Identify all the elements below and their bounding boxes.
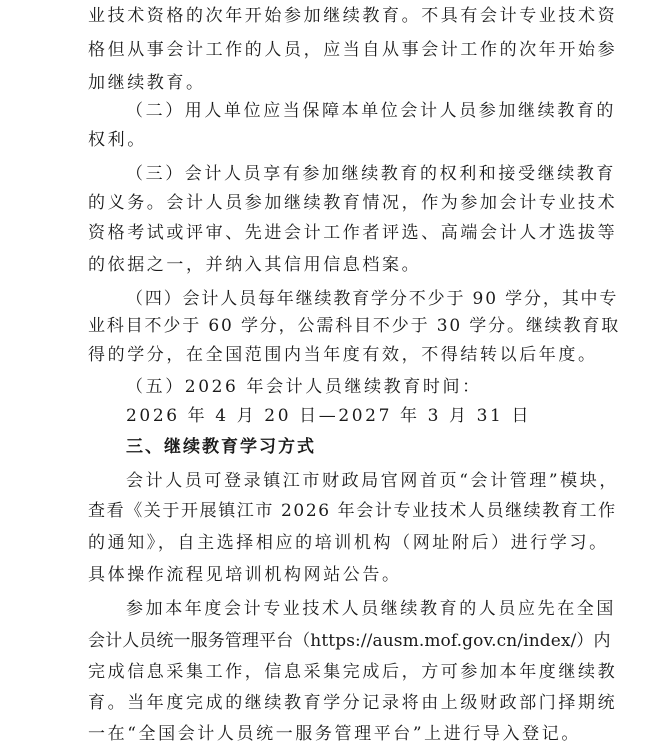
paragraph-6-line-4: 具体操作流程见培训机构网站公告。 [88, 565, 402, 585]
paragraph-3-line-4: 的依据之一，并纳入其信用信息档案。 [88, 255, 422, 275]
paragraph-2-line-2: 权利。 [88, 130, 147, 150]
paragraph-3-line-1: （三）会计人员享有参加继续教育的权利和接受继续教育 [126, 164, 616, 184]
paragraph-7-line-1: 参加本年度会计专业技术人员继续教育的人员应先在全国 [126, 599, 616, 619]
paragraph-4-line-1: （四）会计人员每年继续教育学分不少于 90 学分，其中专 [126, 289, 619, 309]
paragraph-7-line-4: 育。当年度完成的继续教育学分记录将由上级财政部门择期统 [88, 693, 618, 713]
paragraph-7-line-2: 会计人员统一服务管理平台（https://ausm.mof.gov.cn/index/）内 [88, 631, 611, 651]
paragraph-3-line-3: 资格考试或评审、先进会计工作者评选、高端会计人才选拔等 [88, 223, 618, 243]
paragraph-6-line-1: 会计人员可登录镇江市财政局官网首页“会计管理”模块， [126, 471, 619, 491]
paragraph-7-line-5: 一在“全国会计人员统一服务管理平台”上进行导入登记。 [88, 724, 581, 744]
text-line-1: 业技术资格的次年开始参加继续教育。不具有会计专业技术资 [88, 6, 618, 26]
date-range-line: 2026 年 4 月 20 日—2027 年 3 月 31 日 [126, 406, 532, 426]
text-line-2: 格但从事会计工作的人员，应当自从事会计工作的次年开始参 [88, 40, 618, 60]
paragraph-4-line-3: 得的学分，在全国范围内当年度有效，不得结转以后年度。 [88, 345, 598, 365]
text-line-3: 加继续教育。 [88, 73, 206, 93]
paragraph-2-line-1: （二）用人单位应当保障本单位会计人员参加继续教育的 [126, 101, 616, 121]
section-heading: 三、继续教育学习方式 [126, 437, 316, 457]
paragraph-6-line-2: 查看《关于开展镇江市 2026 年会计专业技术人员继续教育工作 [88, 501, 617, 521]
paragraph-7-line-3: 完成信息采集工作，信息采集完成后，方可参加本年度继续教 [88, 662, 618, 682]
paragraph-4-line-2: 业科目不少于 60 学分，公需科目不少于 30 学分。继续教育取 [88, 316, 621, 336]
paragraph-5-line-1: （五）2026 年会计人员继续教育时间： [126, 377, 482, 397]
paragraph-3-line-2: 的义务。会计人员参加继续教育情况，作为参加会计专业技术 [88, 193, 618, 213]
paragraph-6-line-3: 的通知》，自主选择相应的培训机构（网址附后）进行学习。 [88, 533, 609, 553]
